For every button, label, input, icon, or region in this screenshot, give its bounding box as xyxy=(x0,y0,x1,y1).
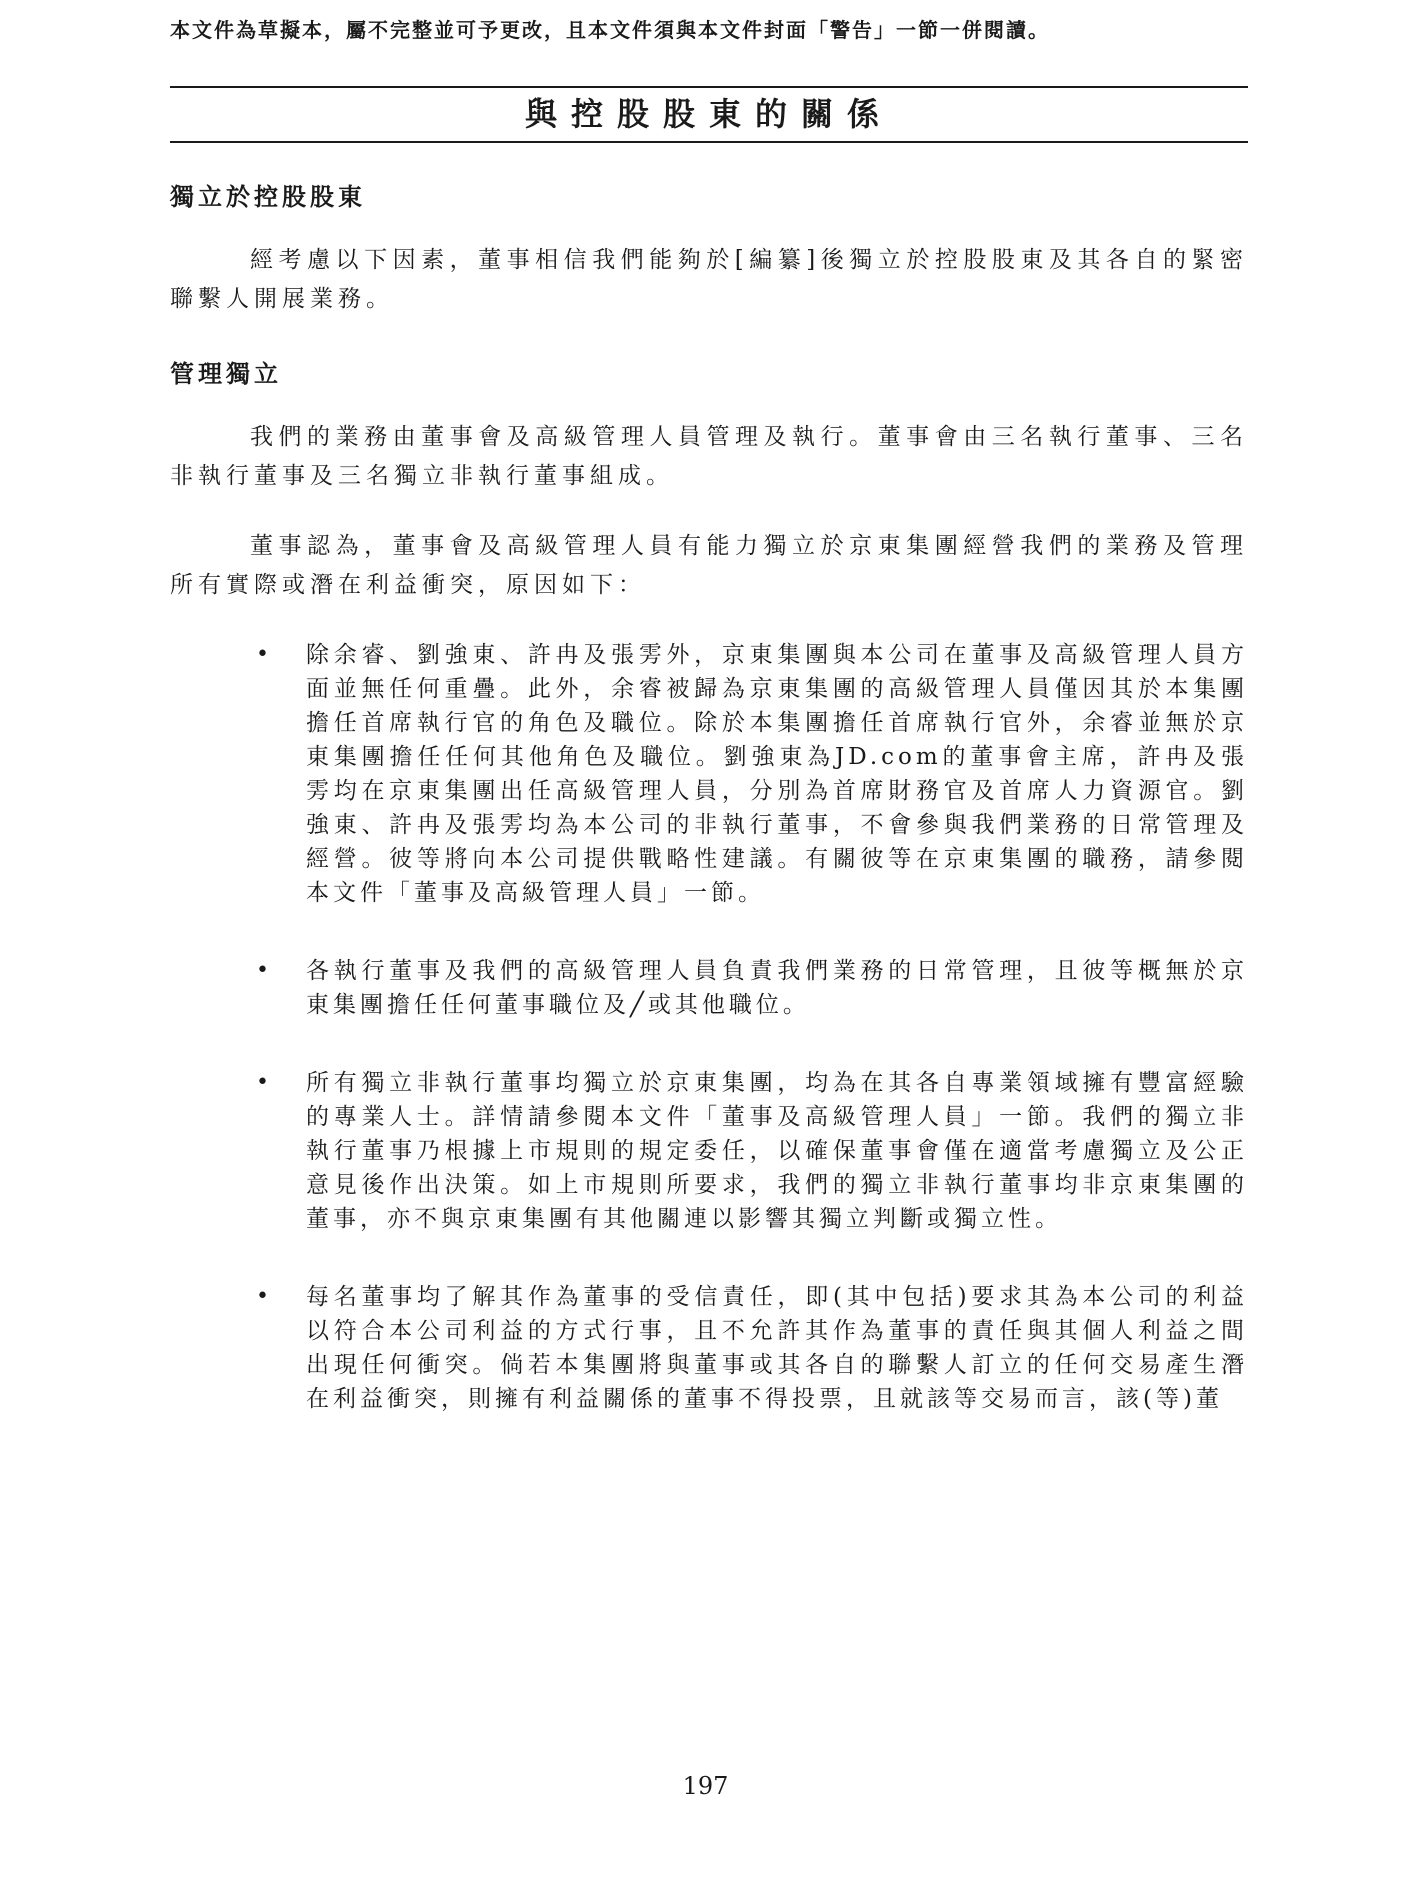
section-title: 與控股股東的關係 xyxy=(524,95,893,133)
section-title-block xyxy=(170,86,1248,143)
reasons-list xyxy=(170,638,1248,1460)
list-item-text: 所有獨立非執行董事均獨立於京東集團，均為在其各自專業領域擁有豐富經驗的專業人士。詳情請參閱本文件「董事及高級管理人員」一節。我們的獨立非執行董事乃根據上市規則的規定委任，以確保董事會僅在適當考慮獨立及公正意見後作出決策。如上市規則所要求，我們的獨立非執行董事均非京東集團的董事，亦不與京東集團有其他關連以影響其獨立判斷或獨立性。 xyxy=(306,1070,1248,1232)
list-item-text: 每名董事均了解其作為董事的受信責任，即(其中包括)要求其為本公司的利益以符合本公司利益的方式行事，且不允許其作為董事的責任與其個人利益之間出現任何衝突。倘若本集團將與董事或其各自的聯繫人訂立的任何交易產生潛在利益衝突，則擁有利益關係的董事不得投票，且就該等交易而言，該(等)董 xyxy=(306,1284,1248,1412)
paragraph-independence: 經考慮以下因素，董事相信我們能夠於[編纂]後獨立於控股股東及其各自的緊密聯繫人開展業務。 xyxy=(170,247,1248,312)
list-item xyxy=(170,638,1248,910)
page-number: 197 xyxy=(682,1772,729,1800)
heading-management-independence: 管理獨立 xyxy=(170,359,282,388)
bullet-dot-icon: • xyxy=(256,642,273,667)
list-item xyxy=(170,954,1248,1022)
list-item-text: 除余睿、劉強東、許冉及張雱外，京東集團與本公司在董事及高級管理人員方面並無任何重疊。此外，余睿被歸為京東集團的高級管理人員僅因其於本集團擔任首席執行官的角色及職位。除於本集團擔任首席執行官外，余睿並無於京東集團擔任任何其他角色及職位。劉強東為JD.com的董事會主席，許冉及張雱均在京東集團出任高級管理人員，分別為首席財務官及首席人力資源官。劉強東、許冉及張雱均為本公司的非執行董事，不會參與我們業務的日常管理及經營。彼等將向本公司提供戰略性建議。有關彼等在京東集團的職務，請參閱本文件「董事及高級管理人員」一節。 xyxy=(306,642,1248,906)
list-item xyxy=(170,1280,1248,1416)
paragraph-board-capability: 董事認為，董事會及高級管理人員有能力獨立於京東集團經營我們的業務及管理所有實際或潛在利益衝突，原因如下： xyxy=(170,533,1248,598)
draft-warning-header: 本文件為草擬本，屬不完整並可予更改，且本文件須與本文件封面「警告」一節一併閱讀。 xyxy=(170,18,1050,42)
heading-independence: 獨立於控股股東 xyxy=(170,182,366,211)
list-item xyxy=(170,1066,1248,1236)
list-item-text: 各執行董事及我們的高級管理人員負責我們業務的日常管理，且彼等概無於京東集團擔任任何董事職位及╱或其他職位。 xyxy=(306,958,1248,1018)
bullet-dot-icon: • xyxy=(256,958,273,983)
bullet-dot-icon: • xyxy=(256,1070,273,1095)
paragraph-board-composition: 我們的業務由董事會及高級管理人員管理及執行。董事會由三名執行董事、三名非執行董事及三名獨立非執行董事組成。 xyxy=(170,424,1248,489)
bullet-dot-icon: • xyxy=(256,1284,273,1309)
